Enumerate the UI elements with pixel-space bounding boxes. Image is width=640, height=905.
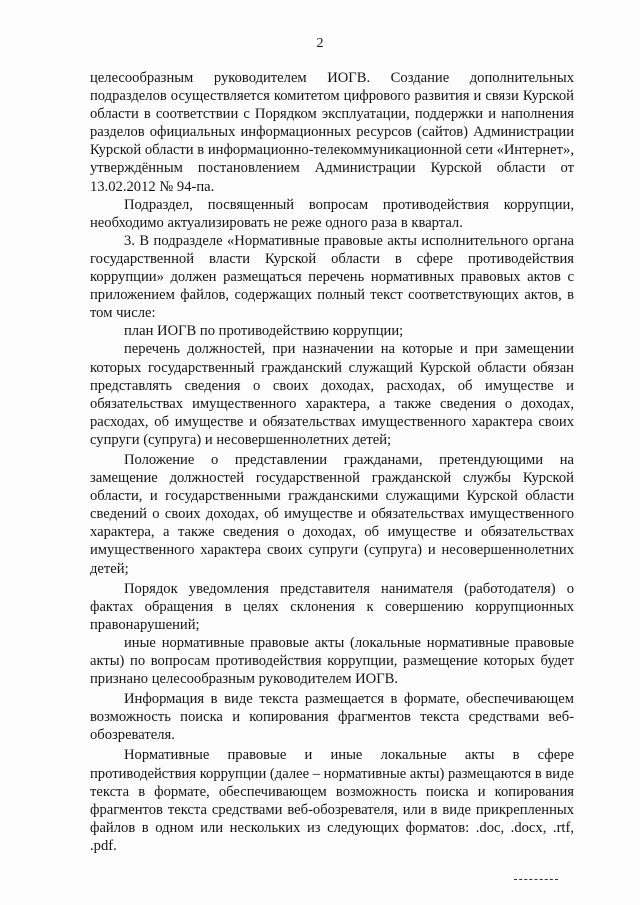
footer-dash-mark — [514, 879, 558, 882]
list-item-positions: перечень должностей, при назначении на которые и при замещении которых государственный гражданский служащий Курской области обязан представлять сведения о своих доходах, расходах, об имуществе и обязательствах имущественного характера, а также сведения о доходах, расходах, об имуществе и обязательствах имущественного характера своих супруги (супруга) и несовершеннолетних детей; — [90, 341, 574, 448]
list-item-other-acts: иные нормативные правовые акты (локальные нормативные правовые акты) по вопросам противодействия коррупции, размещение которых будет признано целесообразным руководителем ИОГВ. — [90, 634, 574, 688]
list-item-regulation: Положение о представлении гражданами, претендующими на замещение должностей государственной гражданской службы Курской области, и государственными гражданскими служащими Курской области сведений о своих доходах, об имуществе и обязательствах имущественного характера, а также сведения о доходах, об имуществе и обязательствах имущественного характера своих супруги (супруга) и несовершеннолетних детей; — [90, 451, 574, 577]
paragraph-continuation: целесообразным руководителем ИОГВ. Создание дополнительных подразделов осуществляется комитетом цифрового развития и связи Курской области в соответствии с Порядком эксплуатации, поддержки и наполнения разделов официальных информационных ресурсов (сайтов) Администрации Курской области в информационно-телекоммуникационной сети «Интернет», утверждённым постановлением Администрации Курской области от 13.02.2012 № 94-па. — [90, 70, 574, 195]
list-item-notification-procedure: Порядок уведомления представителя нанимателя (работодателя) о фактах обращения в целях склонения к совершению коррупционных правонарушений; — [90, 580, 574, 633]
document-body — [90, 69, 574, 855]
page-number: 2 — [316, 36, 324, 51]
paragraph-file-formats: Нормативные правовые и иные локальные акты в сфере противодействия коррупции (далее – нормативные акты) размещаются в виде текста в формате, обеспечивающем возможность поиска и копирования фрагментов текста средствами веб-обозревателя, или в виде прикрепленных файлов в одном или нескольких из следующих форматов: .doc, .docx, .rtf, .pdf. — [90, 747, 574, 854]
list-item-plan: план ИОГВ по противодействию коррупции; — [124, 323, 404, 340]
paragraph-update-frequency: Подраздел, посвященный вопросам противодействия коррупции, необходимо актуализировать не реже одного раза в квартал. — [90, 196, 574, 231]
paragraph-text-format: Информация в виде текста размещается в формате, обеспечивающем возможность поиска и копирования фрагментов текста средствами веб-обозревателя. — [90, 691, 574, 744]
paragraph-section-3: 3. В подразделе «Нормативные правовые акты исполнительного органа государственной власти Курской области в сфере противодействия коррупции» должен размещаться перечень нормативных правовых актов с приложением файлов, содержащих полный текст соответствующих актов, в том числе: — [90, 232, 574, 322]
